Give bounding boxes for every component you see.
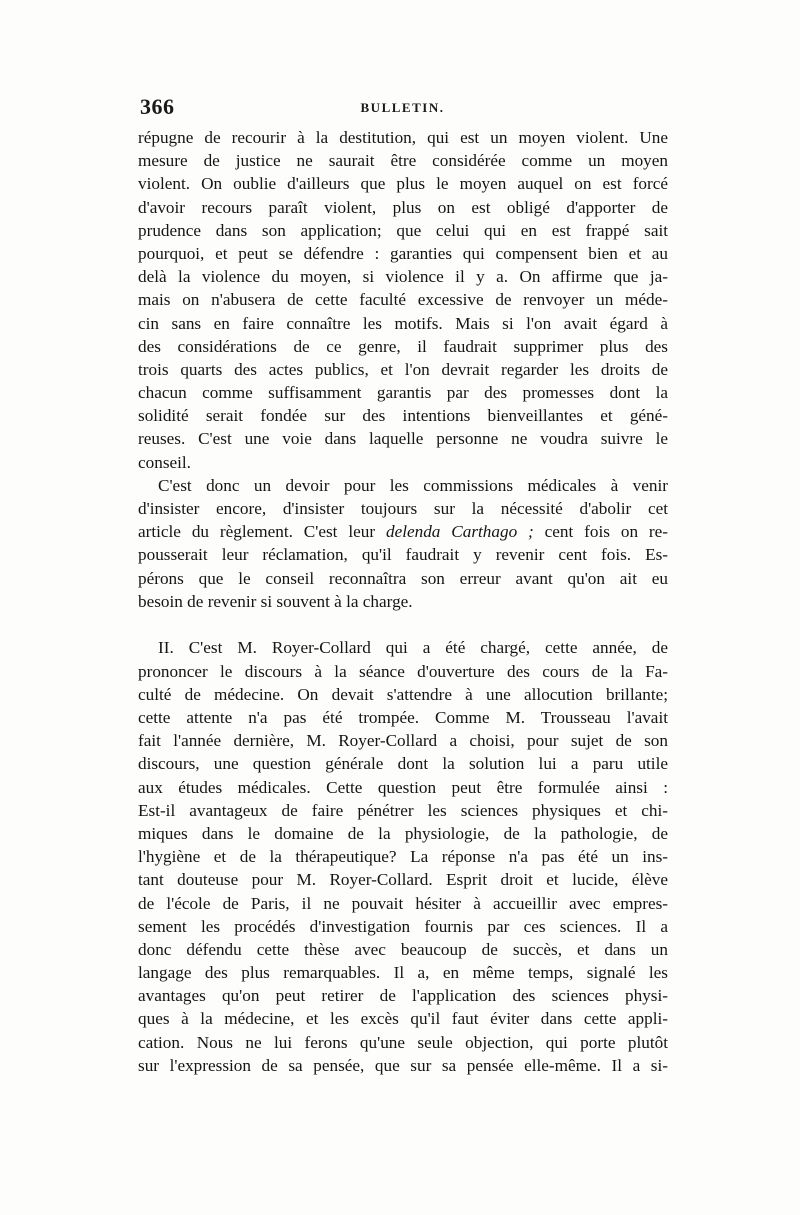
- text-line: conseil.: [138, 452, 191, 472]
- body-text: [138, 126, 668, 1077]
- text-line: culté de médecine. On devait s'attendre à une allocution brillante;: [138, 684, 668, 704]
- text-line: sur l'expression de sa pensée, que sur sa pensée elle-même. Il a si-: [138, 1055, 668, 1075]
- text-line: ques à la médecine, et les excès qu'il faut éviter dans cette appli-: [138, 1009, 668, 1029]
- text-fragment: cent fois on re-: [533, 522, 669, 542]
- text-line: [138, 520, 668, 543]
- text-line: delà la violence du moyen, si violence il y a. On affirme que ja-: [138, 267, 668, 287]
- text-line: mais on n'abusera de cette faculté excessive de renvoyer un méde-: [138, 290, 668, 310]
- text-line: mesure de justice ne saurait être considérée comme un moyen: [138, 151, 668, 171]
- latin-phrase: delenda Carthago ;: [385, 522, 534, 542]
- text-line: prudence dans son application; que celui qui en est frappé sait: [138, 220, 668, 240]
- text-line: langage des plus remarquables. Il a, en même temps, signalé les: [138, 963, 668, 983]
- paragraph-3: [138, 636, 668, 1077]
- page-header: [140, 94, 665, 124]
- text-line: chacun comme suffisamment garantis par des promesses dont la: [138, 383, 668, 403]
- text-line: avantages qu'on peut retirer de l'application des sciences physi-: [138, 986, 668, 1006]
- paragraph-1: [138, 126, 668, 474]
- text-line: cin sans en faire connaître les motifs. Mais si l'on avait égard à: [138, 313, 668, 333]
- text-line: besoin de revenir si souvent à la charge.: [138, 591, 413, 611]
- text-line: cation. Nous ne lui ferons qu'une seule objection, qui porte plutôt: [138, 1032, 668, 1052]
- text-line: fait l'année dernière, M. Royer-Collard a choisi, pour sujet de son: [138, 731, 668, 751]
- text-line: discours, une question générale dont la solution lui a paru utile: [138, 754, 668, 774]
- text-line: des considérations de ce genre, il faudrait supprimer plus des: [138, 336, 668, 356]
- running-head: BULLETIN.: [360, 100, 445, 115]
- text-line: pousserait leur réclamation, qu'il faudrait y revenir cent fois. Es-: [138, 545, 668, 565]
- text-line: miques dans le domaine de la physiologie, de la pathologie, de: [138, 823, 668, 843]
- section-gap: [138, 613, 668, 637]
- text-line: d'insister encore, d'insister toujours sur la nécessité d'abolir cet: [138, 499, 668, 518]
- paragraph-2: [138, 474, 668, 613]
- text-line: répugne de recourir à la destitution, qui est un moyen violent. Une: [138, 128, 668, 147]
- text-line: donc défendu cette thèse avec beaucoup de succès, et dans un: [138, 939, 668, 959]
- text-line: sement les procédés d'investigation fournis par ces sciences. Il a: [138, 916, 668, 936]
- text-line: pérons que le conseil reconnaîtra son erreur avant qu'on ait eu: [138, 568, 668, 588]
- text-line: violent. On oublie d'ailleurs que plus le moyen auquel on est forcé: [138, 174, 668, 194]
- text-line: de l'école de Paris, il ne pouvait hésiter à accueillir avec empres-: [138, 893, 668, 913]
- text-line: reuses. C'est une voie dans laquelle personne ne voudra suivre le: [138, 429, 668, 449]
- text-line: aux études médicales. Cette question peut être formulée ainsi :: [138, 777, 668, 797]
- text-line: Est-il avantageux de faire pénétrer les sciences physiques et chi-: [138, 800, 668, 820]
- text-line: d'avoir recours paraît violent, plus on est obligé d'apporter de: [138, 197, 668, 217]
- text-line: solidité serait fondée sur des intentions bienveillantes et géné-: [138, 406, 668, 426]
- text-line: trois quarts des actes publics, et l'on devrait regarder les droits de: [138, 359, 668, 379]
- text-line: cette attente n'a pas été trompée. Comme M. Trousseau l'avait: [138, 708, 668, 727]
- text-line: l'hygiène et de la thérapeutique? La réponse n'a pas été un ins-: [138, 847, 668, 867]
- text-fragment: article du règlement. C'est leur: [138, 522, 376, 542]
- page-number: 366: [140, 94, 175, 119]
- text-line: II. C'est M. Royer-Collard qui a été chargé, cette année, de: [158, 638, 668, 658]
- text-line: tant douteuse pour M. Royer-Collard. Esprit droit et lucide, élève: [138, 870, 668, 890]
- text-line: pourquoi, et peut se défendre : garanties qui compensent bien et au: [138, 243, 668, 263]
- text-line: prononcer le discours à la séance d'ouverture des cours de la Fa-: [138, 661, 668, 681]
- text-line: C'est donc un devoir pour les commissions médicales à venir: [158, 475, 668, 495]
